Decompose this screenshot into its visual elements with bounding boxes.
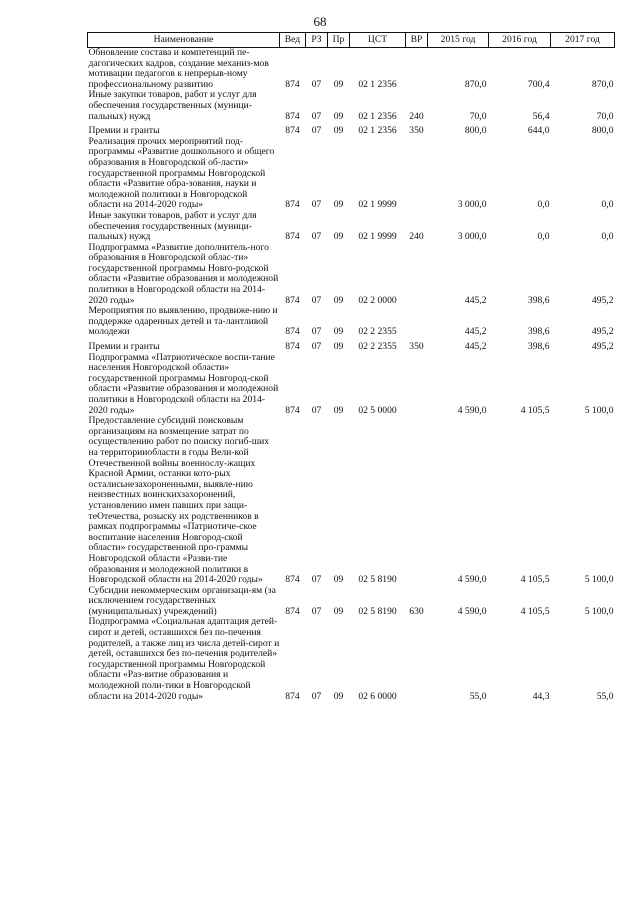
row-ved-cell: 874	[285, 199, 300, 211]
row-2017-cell: 5 100,0	[584, 605, 614, 617]
row-cst-cell: 02 2 2355	[358, 341, 397, 353]
table-row	[88, 617, 615, 702]
row-2015-cell: 4 590,0	[457, 574, 487, 586]
row-2016-cell: 0,0	[537, 231, 550, 243]
row-rz-cell: 07	[311, 404, 322, 416]
row-2016-cell: 44,3	[532, 690, 550, 702]
row-vr-cell: 240	[409, 231, 424, 243]
row-cst-cell: 02 1 2356	[358, 110, 397, 122]
row-2017-cell: 0,0	[601, 231, 614, 243]
row-2017-cell: 495,2	[591, 341, 614, 353]
row-ved-cell: 874	[285, 110, 300, 122]
row-2017-cell: 55,0	[596, 690, 614, 702]
table-row	[88, 353, 615, 417]
table-row	[88, 90, 615, 122]
row-rz-cell: 07	[311, 294, 322, 306]
row-2017-cell: 5 100,0	[584, 574, 614, 586]
row-rz-cell: 07	[311, 574, 322, 586]
row-pr-cell: 09	[333, 231, 344, 243]
row-2015-cell: 870,0	[464, 78, 487, 90]
row-cst-cell: 02 1 2356	[358, 125, 397, 137]
row-2015-cell: 445,2	[464, 326, 487, 338]
row-name-cell: Премии и гранты	[88, 341, 160, 353]
row-vr-cell: 240	[409, 110, 424, 122]
row-ved-cell: 874	[285, 78, 300, 90]
row-cst-cell: 02 1 9999	[358, 231, 397, 243]
row-pr-cell: 09	[333, 78, 344, 90]
row-pr-cell: 09	[333, 404, 344, 416]
table-row	[88, 48, 615, 91]
row-name-cell: Обновление состава и компетенций пе-дагогических кадров, создание механиз-мов мотивации педагогов к непрерыв-ному профессиональному развитию	[88, 47, 269, 90]
row-ved-cell: 874	[285, 605, 300, 617]
row-2016-cell: 4 105,5	[520, 574, 550, 586]
header-2016: 2016 год	[489, 33, 551, 48]
header-2015: 2015 год	[428, 33, 489, 48]
row-pr-cell: 09	[333, 326, 344, 338]
row-2016-cell: 0,0	[537, 199, 550, 211]
row-name-cell: Реализация прочих мероприятий под-программы «Развитие дошкольного и общего образования в Новгородской об-ласти» государственной программы Новгородской области «Развитие обра-зования, науки и молодежной политики в Новгородской области на 2014-2020 годы»	[88, 135, 275, 211]
row-vr-cell	[406, 48, 428, 91]
row-rz-cell: 07	[311, 326, 322, 338]
row-name-cell: Подпрограмма «Патриотическое воспи-тание населения Новгородской области» государственной программы Новгород-ской области «Развитие образования и молодежной политики в Новгородской области на 2014-2020 годы»	[88, 351, 279, 416]
row-pr-cell: 09	[333, 125, 344, 137]
header-cst: ЦСТ	[350, 33, 406, 48]
row-rz-cell: 07	[311, 199, 322, 211]
row-cst-cell: 02 1 9999	[358, 199, 397, 211]
table-row	[88, 211, 615, 243]
row-name-cell: Иные закупки товаров, работ и услуг для обеспечения государственных (муници-пальных) нужд	[88, 89, 257, 122]
row-ved-cell: 874	[285, 574, 300, 586]
row-2015-cell: 445,2	[464, 341, 487, 353]
table-row	[88, 416, 615, 586]
row-cst-cell: 02 2 2355	[358, 326, 397, 338]
row-vr-cell	[406, 306, 428, 338]
row-rz-cell: 07	[311, 605, 322, 617]
row-2017-cell: 495,2	[591, 294, 614, 306]
row-2017-cell: 870,0	[591, 78, 614, 90]
row-pr-cell: 09	[333, 199, 344, 211]
row-ved-cell: 874	[285, 690, 300, 702]
row-vr-cell: 350	[409, 125, 424, 137]
table-row	[88, 122, 615, 137]
row-pr-cell: 09	[333, 110, 344, 122]
row-vr-cell	[406, 353, 428, 417]
row-2015-cell: 70,0	[469, 110, 487, 122]
row-2017-cell: 495,2	[591, 326, 614, 338]
row-rz-cell: 07	[311, 125, 322, 137]
row-ved-cell: 874	[285, 231, 300, 243]
row-vr-cell	[406, 617, 428, 702]
table-row	[88, 338, 615, 353]
row-ved-cell: 874	[285, 341, 300, 353]
row-2016-cell: 398,6	[527, 326, 550, 338]
row-2016-cell: 4 105,5	[520, 404, 550, 416]
row-pr-cell: 09	[333, 294, 344, 306]
row-name-cell: Мероприятия по выявлению, продвиже-нию и поддержке одаренных детей и та-лантливой молодежи	[88, 305, 278, 338]
row-name-cell: Субсидии некоммерческим организаци-ям (за исключением государственных (муниципальных) учреждений)	[88, 584, 276, 617]
row-2015-cell: 3 000,0	[457, 199, 487, 211]
row-pr-cell: 09	[333, 690, 344, 702]
row-name-cell: Премии и гранты	[88, 125, 160, 137]
row-vr-cell	[406, 137, 428, 211]
row-2015-cell: 445,2	[464, 294, 487, 306]
row-2017-cell: 800,0	[591, 125, 614, 137]
row-ved-cell: 874	[285, 125, 300, 137]
row-2016-cell: 700,4	[527, 78, 550, 90]
row-2015-cell: 3 000,0	[457, 231, 487, 243]
row-rz-cell: 07	[311, 341, 322, 353]
row-pr-cell: 09	[333, 574, 344, 586]
row-2015-cell: 800,0	[464, 125, 487, 137]
table-header-row	[88, 33, 615, 48]
row-2016-cell: 4 105,5	[520, 605, 550, 617]
row-2015-cell: 4 590,0	[457, 404, 487, 416]
row-name-cell: Иные закупки товаров, работ и услуг для обеспечения государственных (муници-пальных) нужд	[88, 209, 257, 243]
header-rz: РЗ	[306, 33, 328, 48]
header-name: Наименование	[88, 33, 280, 48]
row-vr-cell: 630	[409, 605, 424, 617]
table-row	[88, 243, 615, 307]
row-2015-cell: 55,0	[469, 690, 487, 702]
row-ved-cell: 874	[285, 326, 300, 338]
row-cst-cell: 02 5 8190	[358, 605, 397, 617]
row-2017-cell: 5 100,0	[584, 404, 614, 416]
row-pr-cell: 09	[333, 605, 344, 617]
row-cst-cell: 02 5 8190	[358, 574, 397, 586]
table-row	[88, 137, 615, 211]
header-vr: ВР	[406, 33, 428, 48]
row-vr-cell	[406, 416, 428, 586]
table-row	[88, 306, 615, 338]
row-name-cell: Подпрограмма «Развитие дополнитель-ного образования в Новгородской облас-ти» государственной программы Новго-родской области «Развитие образования и молодежной политики в Новгородской области на 2014-2020 годы»	[88, 241, 279, 306]
header-pr: Пр	[328, 33, 350, 48]
row-name-cell: Предоставление субсидий поисковым организациям на возмещение затрат по осуществлению работ по поиску погиб-ших на территорииобласти в годы Вели-кой Отечественной войны военнослу-жащих Красной Армии, останки кото-рых осталисьнезахороненными, выявле-нию неизвестных воинскихзахоронений, установлению имен павших при защи-теОтечества, розыску их родственников в рамках подпрограммы «Патриотиче-ское воспитание населения Новгород-ской области» государственной про-граммы Новгородской области «Разви-тие образования и молодежной политики в Новгородской области на 2014-2020 годы»	[88, 415, 270, 586]
row-2017-cell: 0,0	[601, 199, 614, 211]
header-2017: 2017 год	[551, 33, 615, 48]
row-2015-cell: 4 590,0	[457, 605, 487, 617]
row-cst-cell: 02 6 0000	[358, 690, 397, 702]
row-cst-cell: 02 5 0000	[358, 404, 397, 416]
row-rz-cell: 07	[311, 231, 322, 243]
row-rz-cell: 07	[311, 690, 322, 702]
budget-table	[87, 32, 615, 702]
row-vr-cell: 350	[409, 341, 424, 353]
row-rz-cell: 07	[311, 110, 322, 122]
page-number: 68	[313, 14, 327, 29]
table-row	[88, 586, 615, 618]
row-rz-cell: 07	[311, 78, 322, 90]
row-2016-cell: 398,6	[527, 341, 550, 353]
row-2016-cell: 56,4	[532, 110, 550, 122]
row-cst-cell: 02 1 2356	[358, 78, 397, 90]
row-ved-cell: 874	[285, 404, 300, 416]
row-2016-cell: 644,0	[527, 125, 550, 137]
row-name-cell: Подпрограмма «Социальная адаптация детей-сирот и детей, оставшихся без по-печения родителей, а также лиц из числа детей-сирот и детей, оставшихся без по-печения родителей» государственной программы Новгородской области «Раз-витие образования и молодежной поли-тики в Новгородской области на 2014-2020 годы»	[88, 616, 280, 702]
row-pr-cell: 09	[333, 341, 344, 353]
row-cst-cell: 02 2 0000	[358, 294, 397, 306]
row-ved-cell: 874	[285, 294, 300, 306]
row-vr-cell	[406, 243, 428, 307]
row-2017-cell: 70,0	[596, 110, 614, 122]
row-2016-cell: 398,6	[527, 294, 550, 306]
header-ved: Вед	[280, 33, 306, 48]
table-body	[88, 48, 615, 703]
